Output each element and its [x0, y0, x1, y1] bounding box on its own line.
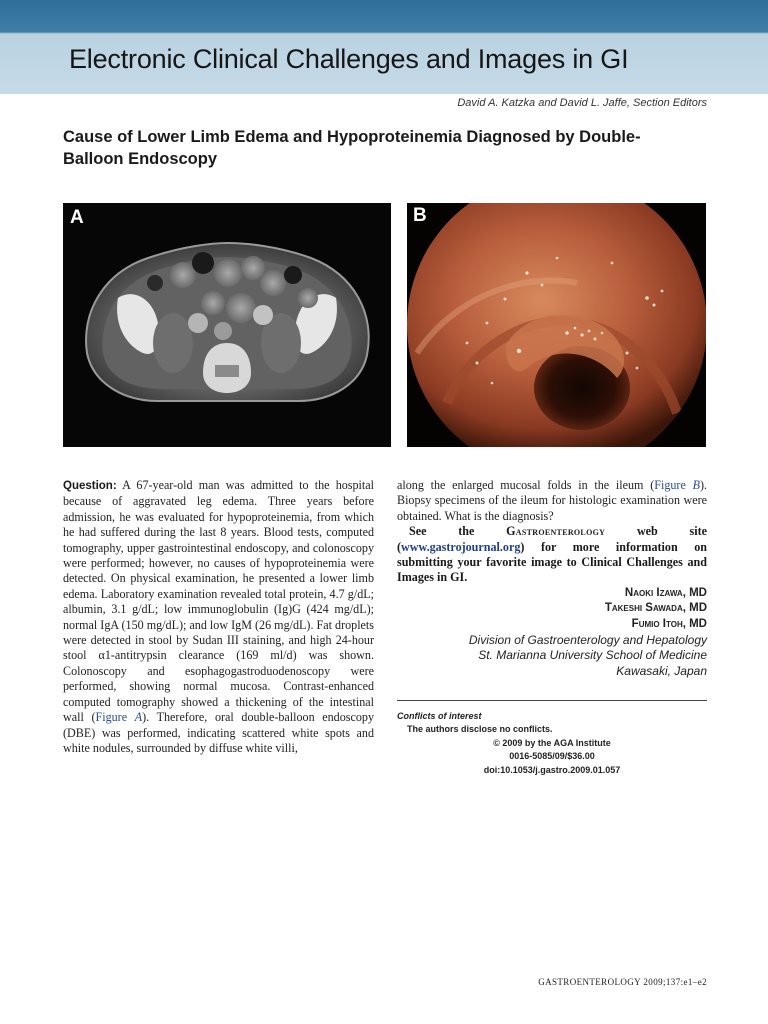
see-suffix: ) for more information on submitting your favorite image to Clinical Challenges and Images in GI.	[397, 539, 707, 585]
question-text-2: ). Therefore, oral double-balloon endoscopy (DBE) was performed, indicating scattered white spots and white nodules, surrounded by diffuse white villi,	[63, 710, 374, 755]
question-label: Question:	[63, 480, 117, 492]
figure-b-label: B	[413, 205, 427, 226]
author-name: Naoki Izawa, MD	[624, 586, 707, 599]
journal-banner	[0, 0, 768, 94]
figure-a-link-word: Figure	[95, 710, 135, 725]
doi-link[interactable]: doi:10.1053/j.gastro.2009.01.057	[483, 764, 621, 775]
figure-a-link-letter: A	[134, 710, 143, 725]
copyright-line: © 2009 by the AGA Institute	[493, 737, 611, 748]
see-middle: web site (	[397, 524, 707, 554]
conflicts-label: Conflicts of interest	[397, 711, 482, 721]
question-text-3: along the enlarged mucosal folds in the ileum (	[397, 478, 655, 492]
figure-b-endoscopy	[407, 203, 706, 447]
figure-a-ct-scan	[63, 203, 391, 447]
question-paragraph-continued	[397, 478, 707, 524]
affiliation-line: St. Marianna University School of Medicine	[478, 648, 707, 663]
author-list	[397, 586, 707, 633]
ct-scan-image	[63, 203, 391, 447]
question-text-1: A 67-year-old man was admitted to the hospital because of aggravated leg edema. Three years before admission, he was evaluated for hypoproteinemia, from which he had suffered during the last 8 years. Blood tests, computed tomography, upper gastrointestinal endoscopy, and colonoscopy were performed; however, no causes of hypoproteinemia were detected. On physical examination, he presented a lower limb edema. Laboratory examination revealed total protein, 4.7 g/dL; albumin, 3.1 g/dL; low immunoglobulin (Ig)G (424 mg/dL); normal IgA (150 mg/dL); and low IgM (26 mg/dL). Fat droplets were detected in stool by Sudan III staining, and high 24-hour stool α1-antitrypsin clearance (169 ml/d) was shown. Colonoscopy and esophagogastroduodenoscopy were performed, showing normal mucosa. Contrast-enhanced computed tomography showed a thickening of the intestinal wall (	[63, 478, 374, 725]
author-name: Fumio Itoh, MD	[631, 618, 707, 631]
endoscopy-image	[407, 203, 706, 447]
article-title: Cause of Lower Limb Edema and Hypoproteinemia Diagnosed by Double-Balloon Endoscopy	[63, 128, 641, 168]
figure-b-link[interactable]	[654, 478, 700, 492]
affiliation	[397, 633, 707, 680]
figure-b-link-letter: B	[692, 478, 700, 492]
website-link[interactable]: www.gastrojournal.org	[401, 539, 521, 554]
question-column-left	[63, 478, 374, 756]
affiliation-line: Kawasaki, Japan	[616, 663, 707, 678]
affiliation-line: Division of Gastroenterology and Hepatology	[468, 632, 707, 647]
section-title: Electronic Clinical Challenges and Images in GI	[69, 44, 629, 74]
see-prefix: See the	[409, 524, 507, 539]
divider-rule	[397, 700, 707, 701]
question-text-4: ). Biopsy specimens of the ileum for histologic examination were obtained. What is the diagnosis?	[397, 478, 708, 523]
author-name: Takeshi Sawada, MD	[604, 602, 707, 615]
figure-b-link-word: Figure	[654, 478, 693, 492]
conflicts-text: The authors disclose no conflicts.	[407, 724, 553, 735]
see-website-note	[397, 524, 707, 586]
figure-a-label: A	[70, 207, 84, 228]
page-footer: GASTROENTEROLOGY 2009;137:e1–e2	[538, 977, 707, 987]
issn-line: 0016-5085/09/$36.00	[509, 751, 595, 762]
journal-name: Gastroenterology	[506, 524, 606, 539]
section-editors: David A. Katzka and David L. Jaffe, Section Editors	[457, 97, 707, 109]
question-paragraph	[63, 478, 374, 756]
question-column-right	[397, 478, 707, 679]
article-notes	[397, 710, 707, 777]
figure-a-link[interactable]	[96, 710, 143, 724]
